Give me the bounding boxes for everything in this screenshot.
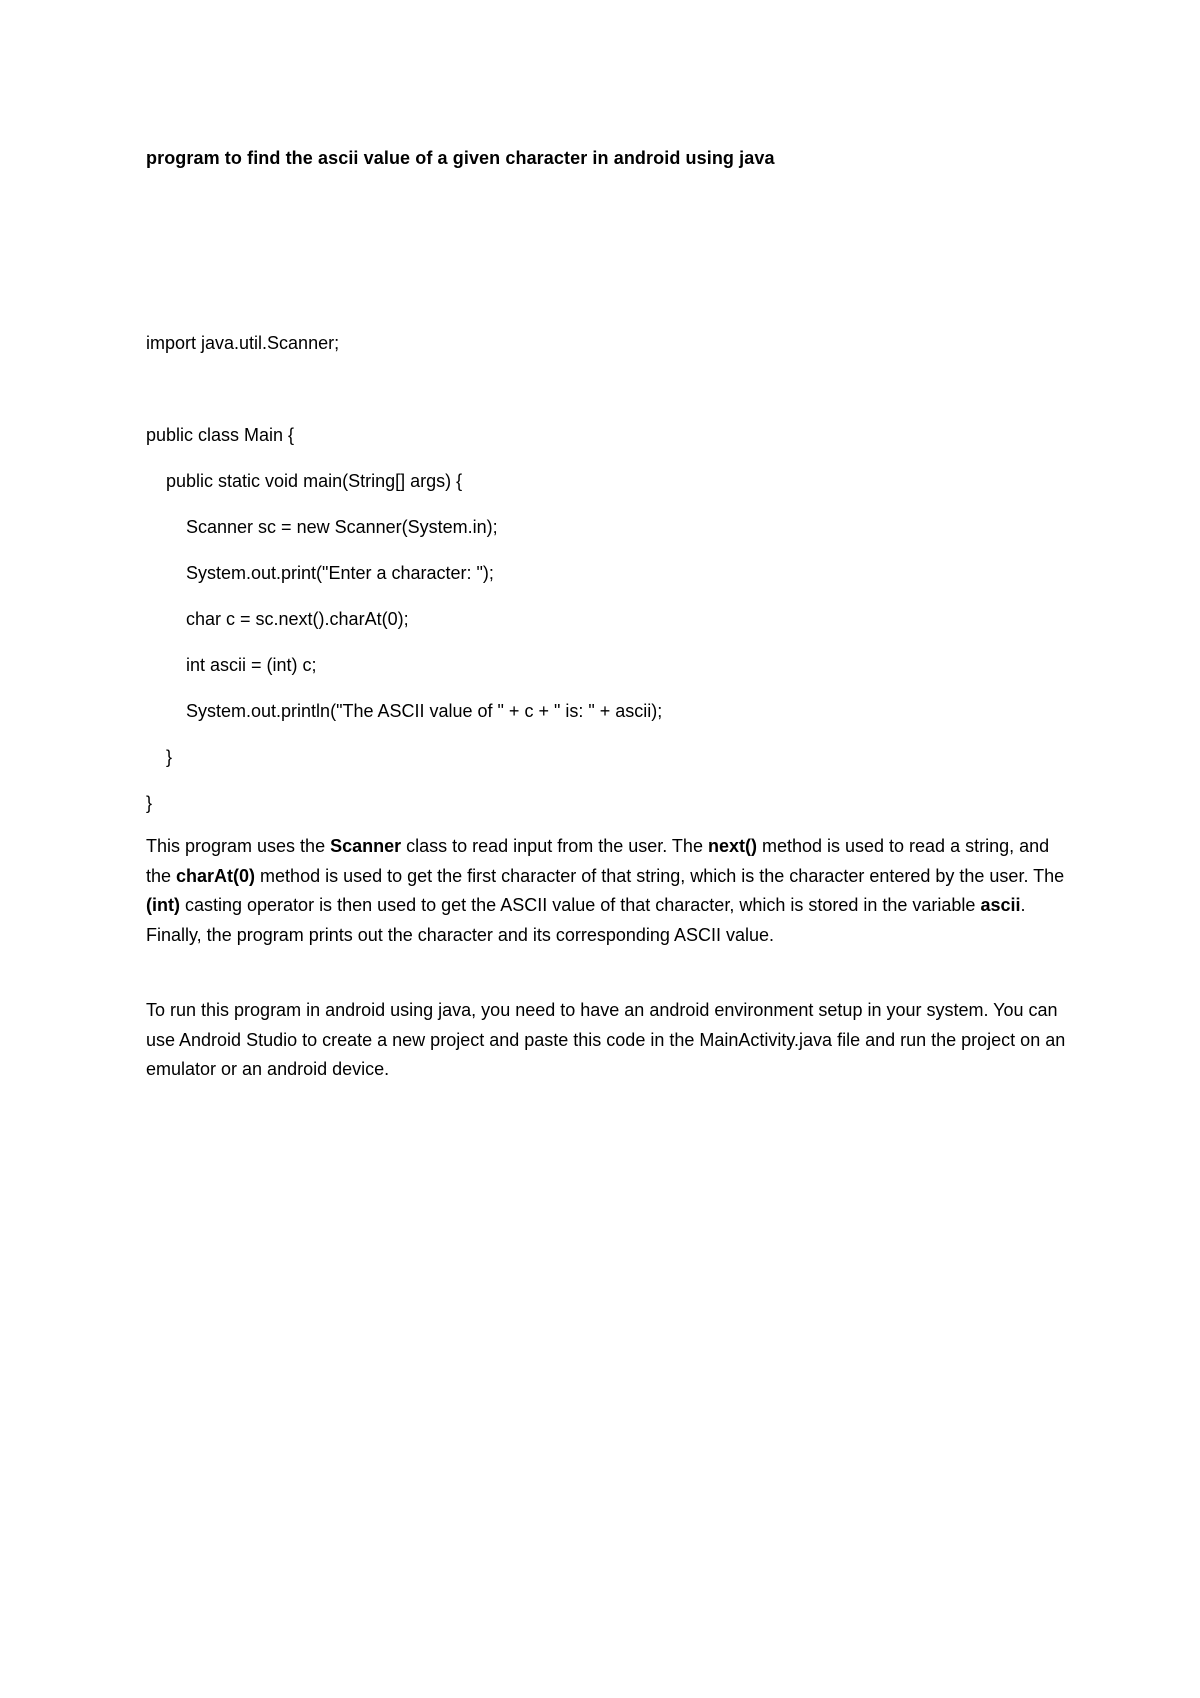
explanation-text: method is used to read a string, and the bbox=[146, 836, 1050, 886]
code-line-class: public class Main { bbox=[146, 425, 295, 445]
keyword-int-cast: (int) bbox=[146, 895, 180, 915]
code-line-print: System.out.print("Enter a character: "); bbox=[146, 563, 494, 583]
code-line-ascii: int ascii = (int) c; bbox=[146, 655, 317, 675]
code-line-close-method: } bbox=[146, 747, 173, 767]
explanation-paragraph bbox=[146, 832, 1076, 950]
explanation-text: This program uses the bbox=[146, 836, 331, 856]
keyword-scanner: Scanner bbox=[330, 836, 402, 856]
explanation-text: casting operator is then used to get the ASCII value of that character, which is stored in the variable bbox=[179, 895, 981, 915]
code-line-char: char c = sc.next().charAt(0); bbox=[146, 609, 409, 629]
document-title: program to find the ascii value of a given character in android using java bbox=[146, 148, 775, 168]
explanation-text: class to read input from the user. The bbox=[401, 836, 708, 856]
code-line-main: public static void main(String[] args) { bbox=[146, 471, 463, 491]
explanation-text: method is used to get the first character of that string, which is the character entered by the user. The bbox=[255, 865, 1065, 886]
keyword-ascii: ascii bbox=[980, 895, 1021, 915]
keyword-next: next() bbox=[707, 836, 757, 856]
explanation-text: . Finally, the program prints out the character and its corresponding ASCII value. bbox=[146, 895, 1026, 945]
code-line-scanner: Scanner sc = new Scanner(System.in); bbox=[146, 517, 498, 537]
code-line-println: System.out.println("The ASCII value of " + c + " is: " + ascii); bbox=[146, 701, 663, 721]
run-instructions-paragraph: To run this program in android using java, you need to have an android environment setup in your system. You can use Android Studio to create a new project and paste this code in the MainActivity.java file and run the project on an emulator or an android device. bbox=[146, 1000, 1066, 1079]
keyword-charat: charAt(0) bbox=[176, 865, 256, 886]
code-line-close-class: } bbox=[146, 793, 153, 813]
code-line-import: import java.util.Scanner; bbox=[146, 333, 340, 353]
